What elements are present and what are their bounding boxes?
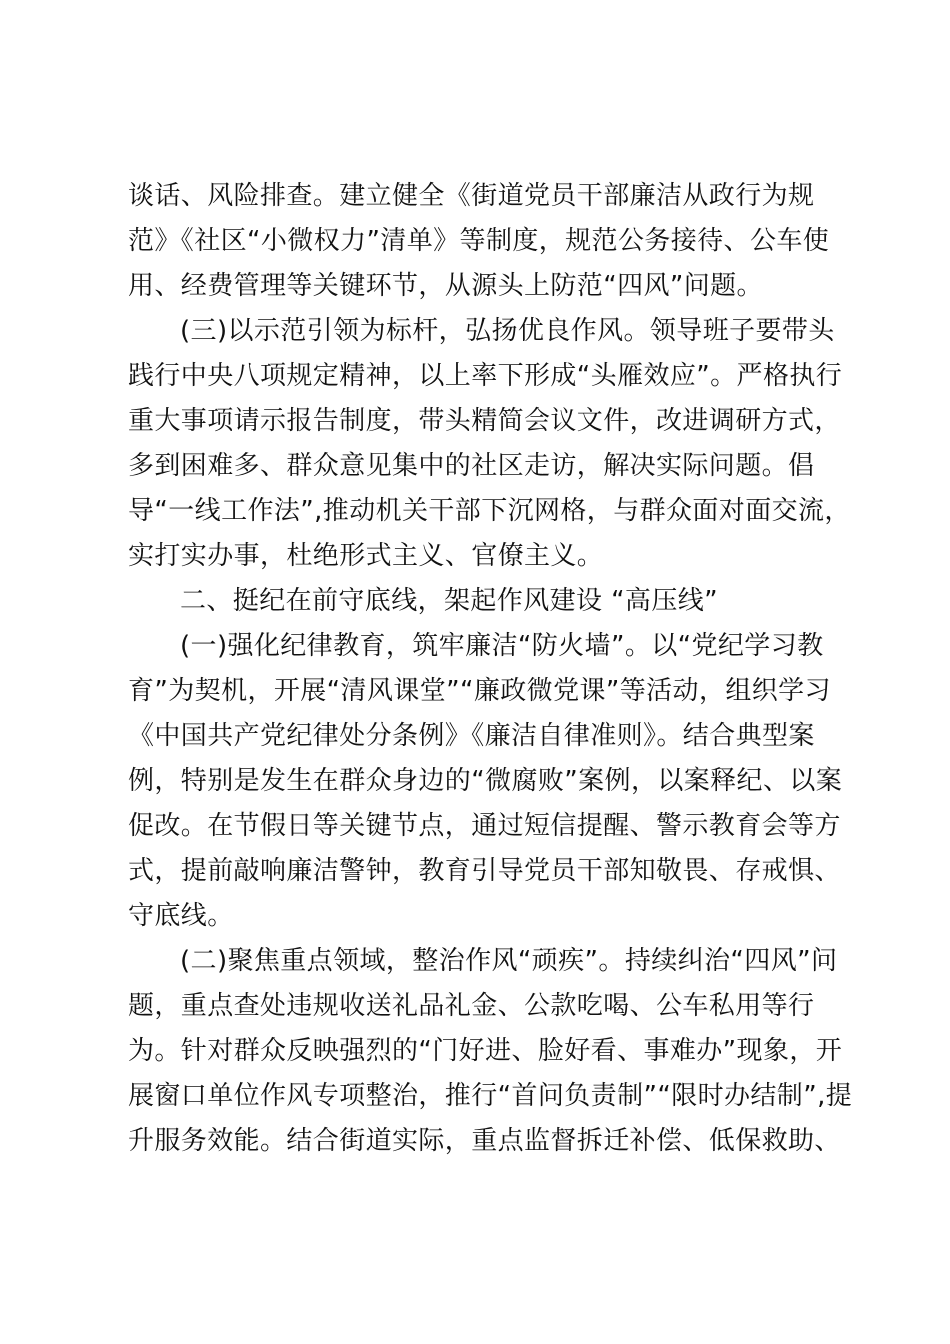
text-line-7: 多到困难多、群众意见集中的社区走访，解决实际问题。倡 bbox=[128, 451, 815, 481]
text-line-16: 式，提前敲响廉洁警钟，教育引导党员干部知敬畏、存戒惧、 bbox=[128, 856, 841, 886]
text-line-15: 促改。在节假日等关键节点，通过短信提醒、警示教育会等方 bbox=[128, 811, 841, 841]
text-line-5: 践行中央八项规定精神，以上率下形成“头雁效应”。严格执行 bbox=[128, 361, 843, 391]
text-line-19: 题，重点查处违规收送礼品礼金、公款吃喝、公车私用等行 bbox=[128, 991, 815, 1021]
paragraph-2-start: (二)聚焦重点领域，整治作风“顽疾”。持续纠治“四风”问 bbox=[180, 946, 838, 976]
text-line-13: 《中国共产党纪律处分条例》《廉洁自律准则》。结合典型案 bbox=[128, 721, 815, 751]
text-line-3: 用、经费管理等关键环节，从源头上防范“四风”问题。 bbox=[128, 271, 763, 301]
text-line-1: 谈话、风险排查。建立健全《街道党员干部廉洁从政行为规 bbox=[128, 181, 815, 211]
text-line-8: 导“一线工作法”,推动机关干部下沉网格，与群众面对面交流， bbox=[128, 496, 851, 526]
text-line-2: 范》《社区“小微权力”清单》等制度，规范公务接待、公车使 bbox=[128, 226, 830, 256]
text-line-20: 为。针对群众反映强烈的“门好进、脸好看、事难办”现象，开 bbox=[128, 1036, 843, 1066]
text-line-6: 重大事项请示报告制度，带头精简会议文件，改进调研方式， bbox=[128, 406, 841, 436]
text-line-22: 升服务效能。结合街道实际，重点监督拆迁补偿、低保救助、 bbox=[128, 1126, 841, 1156]
text-line-21: 展窗口单位作风专项整治，推行“首问负责制”“限时办结制”,提 bbox=[128, 1081, 853, 1111]
section-heading-2: 二、挺纪在前守底线，架起作风建设 “高压线” bbox=[180, 586, 719, 616]
text-line-9: 实打实办事，杜绝形式主义、官僚主义。 bbox=[128, 541, 604, 571]
text-line-14: 例，特别是发生在群众身边的“微腐败”案例，以案释纪、以案 bbox=[128, 766, 843, 796]
text-line-17: 守底线。 bbox=[128, 901, 234, 931]
text-line-12: 育”为契机，开展“清风课堂”“廉政微党课”等活动，组织学习 bbox=[128, 676, 831, 706]
paragraph-3-start: (三)以示范引领为标杆，弘扬优良作风。领导班子要带头 bbox=[180, 316, 835, 346]
paragraph-1-start: (一)强化纪律教育，筑牢廉洁“防火墙”。以“党纪学习教 bbox=[180, 631, 824, 661]
